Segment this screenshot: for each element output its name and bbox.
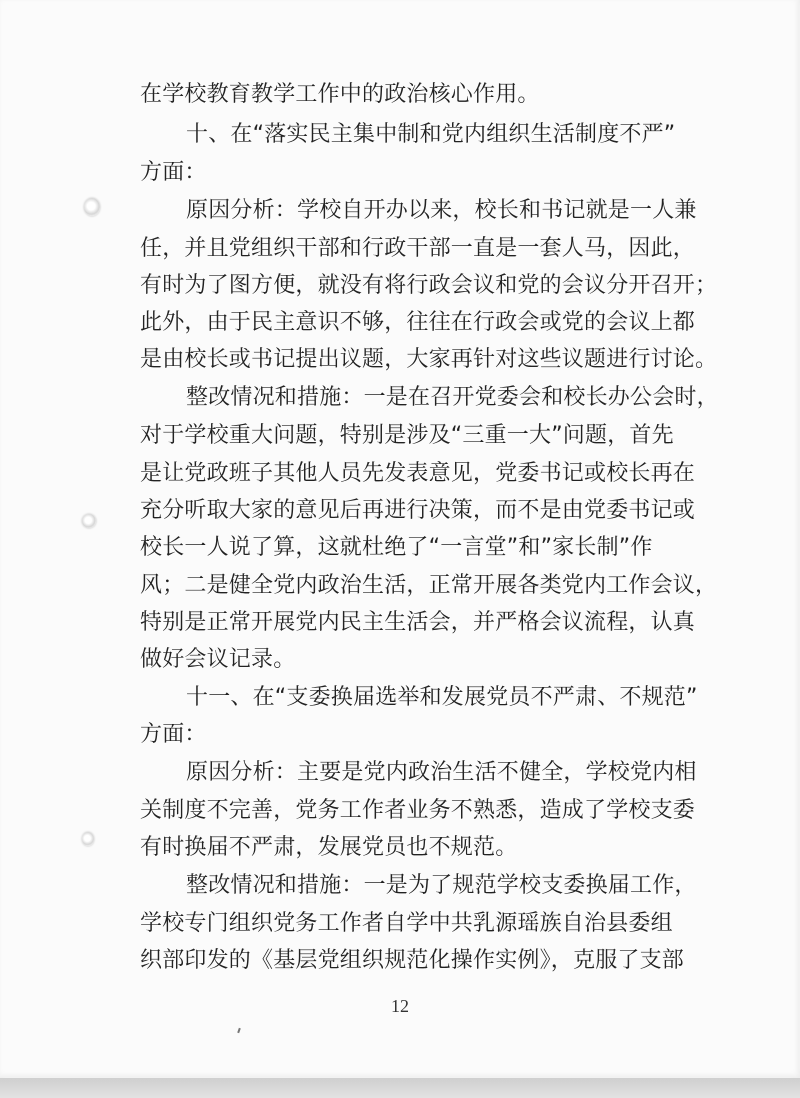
text-line-22: 整改情况和措施：一是为了规范学校支委换届工作， [186,873,697,898]
punch-hole-bottom [82,832,94,846]
text-line-16: 做好会议记录。 [140,647,296,672]
section-10-heading: 十、在“落实民主集中制和党内组织生活制度不严” [186,122,676,147]
text-line-23: 学校专门组织党务工作者自学中共乳源瑶族自治县委组 [140,911,673,936]
text-line-10: 对于学校重大问题，特别是涉及“三重一大”问题，首先 [140,423,674,448]
text-line-8: 是由校长或书记提出议题，大家再针对这些议题进行讨论。 [140,347,718,372]
section-10-heading-cont: 方面： [140,160,207,185]
section-11-heading-cont: 方面： [140,722,207,747]
text-line-12: 充分听取大家的意见后再进行决策，而不是由党委书记或 [140,498,696,523]
scan-bottom-edge [0,1078,800,1098]
scan-speck [237,1028,241,1033]
text-line-7: 此外，由于民主意识不够，往往在行政会或党的会议上都 [140,310,696,335]
text-line-6: 有时为了图方便，就没有将行政会议和党的会议分开召开； [140,273,718,298]
text-line-24: 织部印发的《基层党组织规范化操作实例》，克服了支部 [140,948,685,973]
text-line-14: 风；二是健全党内政治生活，正常开展各类党内工作会议， [140,573,718,598]
punch-hole-middle [82,514,96,528]
text-line-13: 校长一人说了算，这就杜绝了“一言堂”和”家长制”作 [140,535,653,560]
text-line-20: 关制度不完善，党务工作者业务不熟悉，造成了学校支委 [140,798,696,823]
text-line-1: 在学校教育教学工作中的政治核心作用。 [140,82,540,107]
punch-hole-top [84,198,100,216]
text-line-4: 原因分析：学校自开办以来，校长和书记就是一人兼 [186,198,697,223]
text-line-11: 是让党政班子其他人员先发表意见，党委书记或校长再在 [140,461,696,486]
page-number: 12 [391,996,409,1016]
text-line-5: 任，并且党组织干部和行政干部一直是一套人马，因此， [140,236,696,261]
text-line-19: 原因分析：主要是党内政治生活不健全，学校党内相 [186,760,697,785]
section-11-heading: 十一、在“支委换届选举和发展党员不严肃、不规范” [186,685,698,710]
text-line-21: 有时换届不严肃，发展党员也不规范。 [140,835,518,860]
text-line-15: 特别是正常开展党内民主生活会，并严格会议流程，认真 [140,610,696,635]
text-line-9: 整改情况和措施：一是在召开党委会和校长办公会时， [186,385,719,410]
